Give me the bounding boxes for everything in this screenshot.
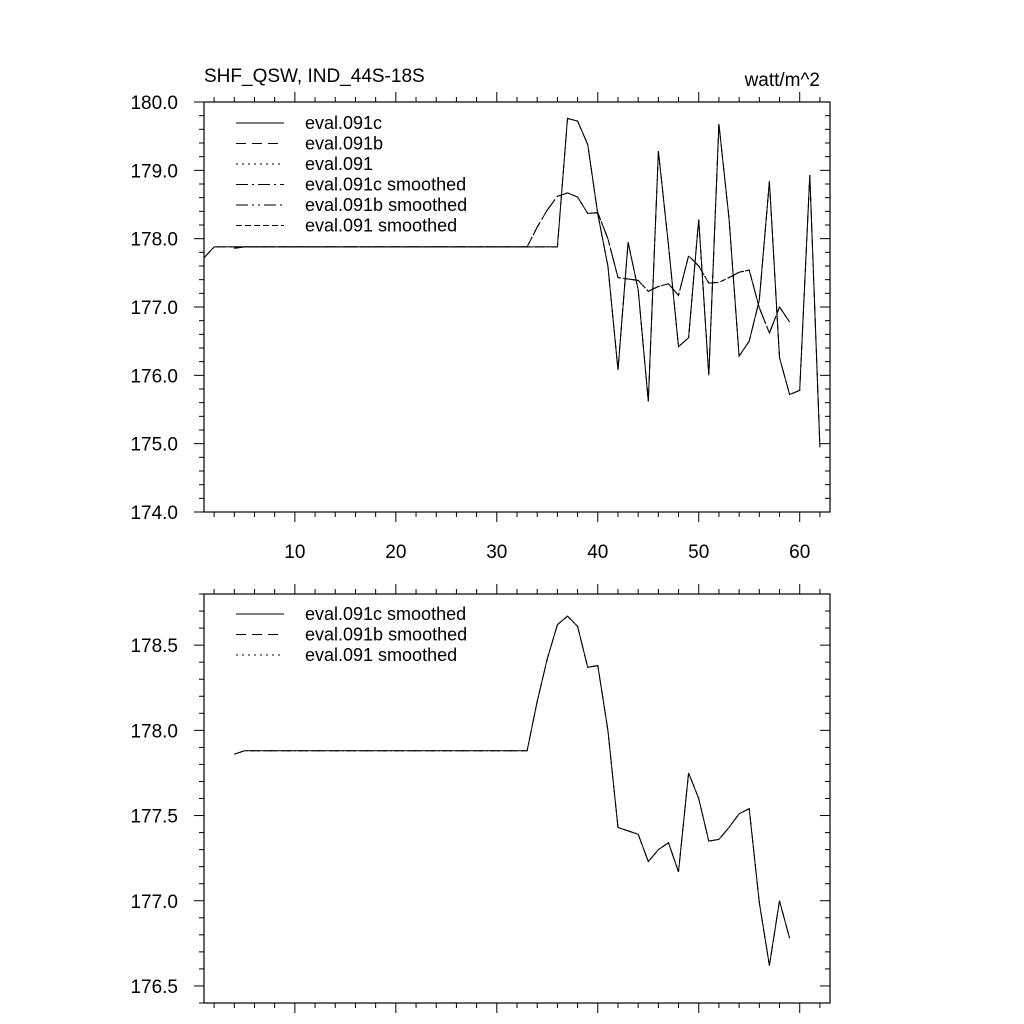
y-tick-label: 174.0 [130,503,178,524]
y-tick-label: 175.0 [130,434,178,456]
top-panel [130,92,830,563]
y-tick-label: 176.5 [130,976,178,998]
plot-frame [204,594,830,1003]
legend-label: eval.091 smoothed [305,215,458,236]
y-tick-label: 176.0 [130,366,178,388]
series-line [204,118,820,447]
y-tick-label: 180.0 [130,93,178,114]
y-tick-label: 177.0 [130,891,178,913]
x-tick-label: 40 [587,542,609,563]
legend-label: eval.091c smoothed [305,174,467,195]
legend-label: eval.091c [305,113,383,133]
legend-label: eval.091b [305,133,384,154]
y-tick-label: 178.0 [130,721,178,743]
y-tick-label: 179.0 [130,161,178,183]
units-label: watt/m^2 [744,70,820,91]
series-line [234,616,789,965]
x-tick-label: 60 [789,542,811,563]
legend-label: eval.091c smoothed [305,604,467,624]
x-tick-label: 50 [688,542,710,563]
chart-title: SHF_QSW, IND_44S-18S [204,66,425,87]
bottom-panel [130,584,830,1013]
x-tick-label: 30 [486,542,508,563]
y-tick-label: 177.0 [130,298,178,319]
plot-frame [204,102,830,512]
y-tick-label: 178.5 [130,636,178,658]
y-tick-label: 178.0 [130,229,178,251]
series-line [204,118,820,447]
x-tick-label: 20 [385,542,407,563]
legend-label: eval.091 smoothed [305,645,458,665]
series-line [234,616,789,965]
series-line [234,616,789,965]
legend-label: eval.091b smoothed [305,624,468,645]
series-line [204,118,820,447]
legend-label: eval.091 [305,154,374,174]
y-tick-label: 177.5 [130,806,178,828]
legend-label: eval.091b smoothed [305,195,468,215]
x-tick-label: 10 [284,542,306,563]
